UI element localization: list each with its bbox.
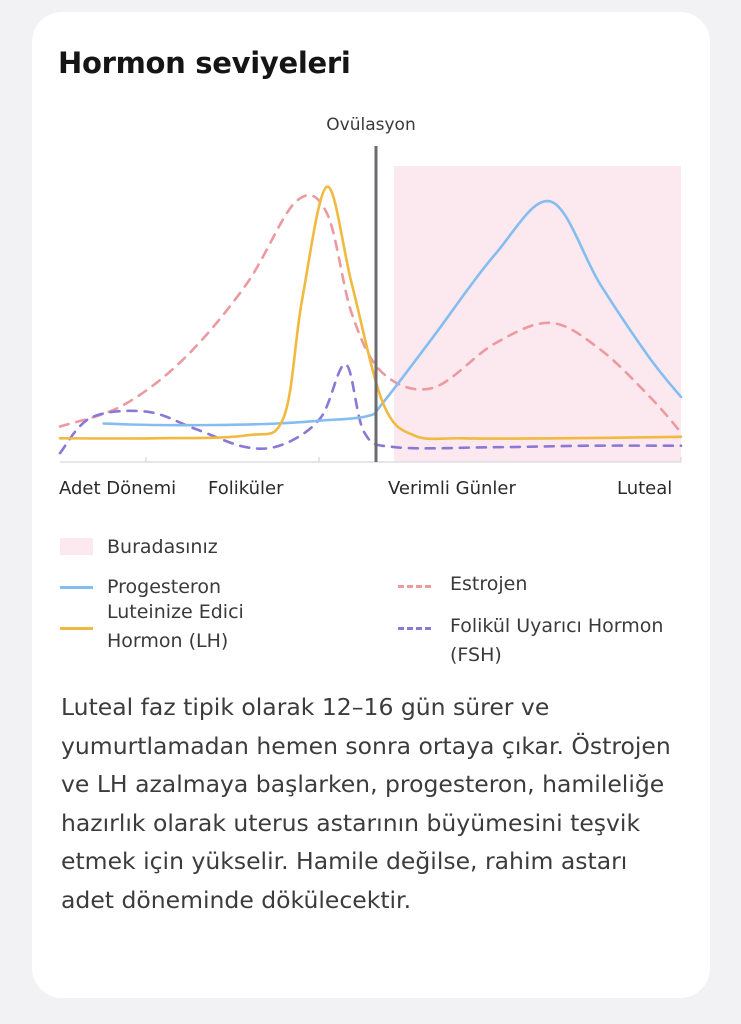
- progesterone-swatch: [60, 586, 93, 589]
- fertile-luteal-highlight: [394, 166, 681, 462]
- phase-label-fertile-days: Verimli Günler: [388, 478, 516, 499]
- legend-fsh-label: [450, 612, 663, 670]
- fsh-swatch: [398, 627, 431, 630]
- highlight-swatch: [60, 538, 93, 555]
- estrogen-swatch: [398, 585, 431, 588]
- legend-lh-label: [107, 598, 244, 656]
- phase-label-luteal: Luteal: [617, 478, 673, 499]
- legend-fsh-line2: (FSH): [450, 644, 502, 666]
- legend-fsh-line1: Folikül Uyarıcı Hormon: [450, 615, 664, 637]
- card-title: Hormon seviyeleri: [58, 46, 351, 80]
- legend-estrogen-label: Estrojen: [450, 573, 528, 595]
- legend-highlight-label: Buradasınız: [107, 536, 218, 558]
- phase-label-menstruation: Adet Dönemi: [59, 478, 177, 499]
- legend-progesterone-label: Progesteron: [107, 576, 221, 598]
- lh-swatch: [60, 627, 93, 630]
- luteal-phase-description: Luteal faz tipik olarak 12–16 gün sürer ve yumurtlamadan hemen sonra ortaya çıkar. Östrojen ve LH azalmaya başlarken, progesteron, hamileliğe hazırlık olarak uterus astarının büyümesini teşvik etmek için yükselir. Hamile değilse, rahim astarı adet döneminde dökülecektir.: [61, 693, 671, 914]
- phase-label-follicular: Foliküler: [208, 478, 284, 499]
- legend-lh-line1: Luteinize Edici: [107, 601, 244, 623]
- ovulation-label: Ovülasyon: [326, 115, 416, 135]
- legend-lh-line2: Hormon (LH): [107, 630, 229, 652]
